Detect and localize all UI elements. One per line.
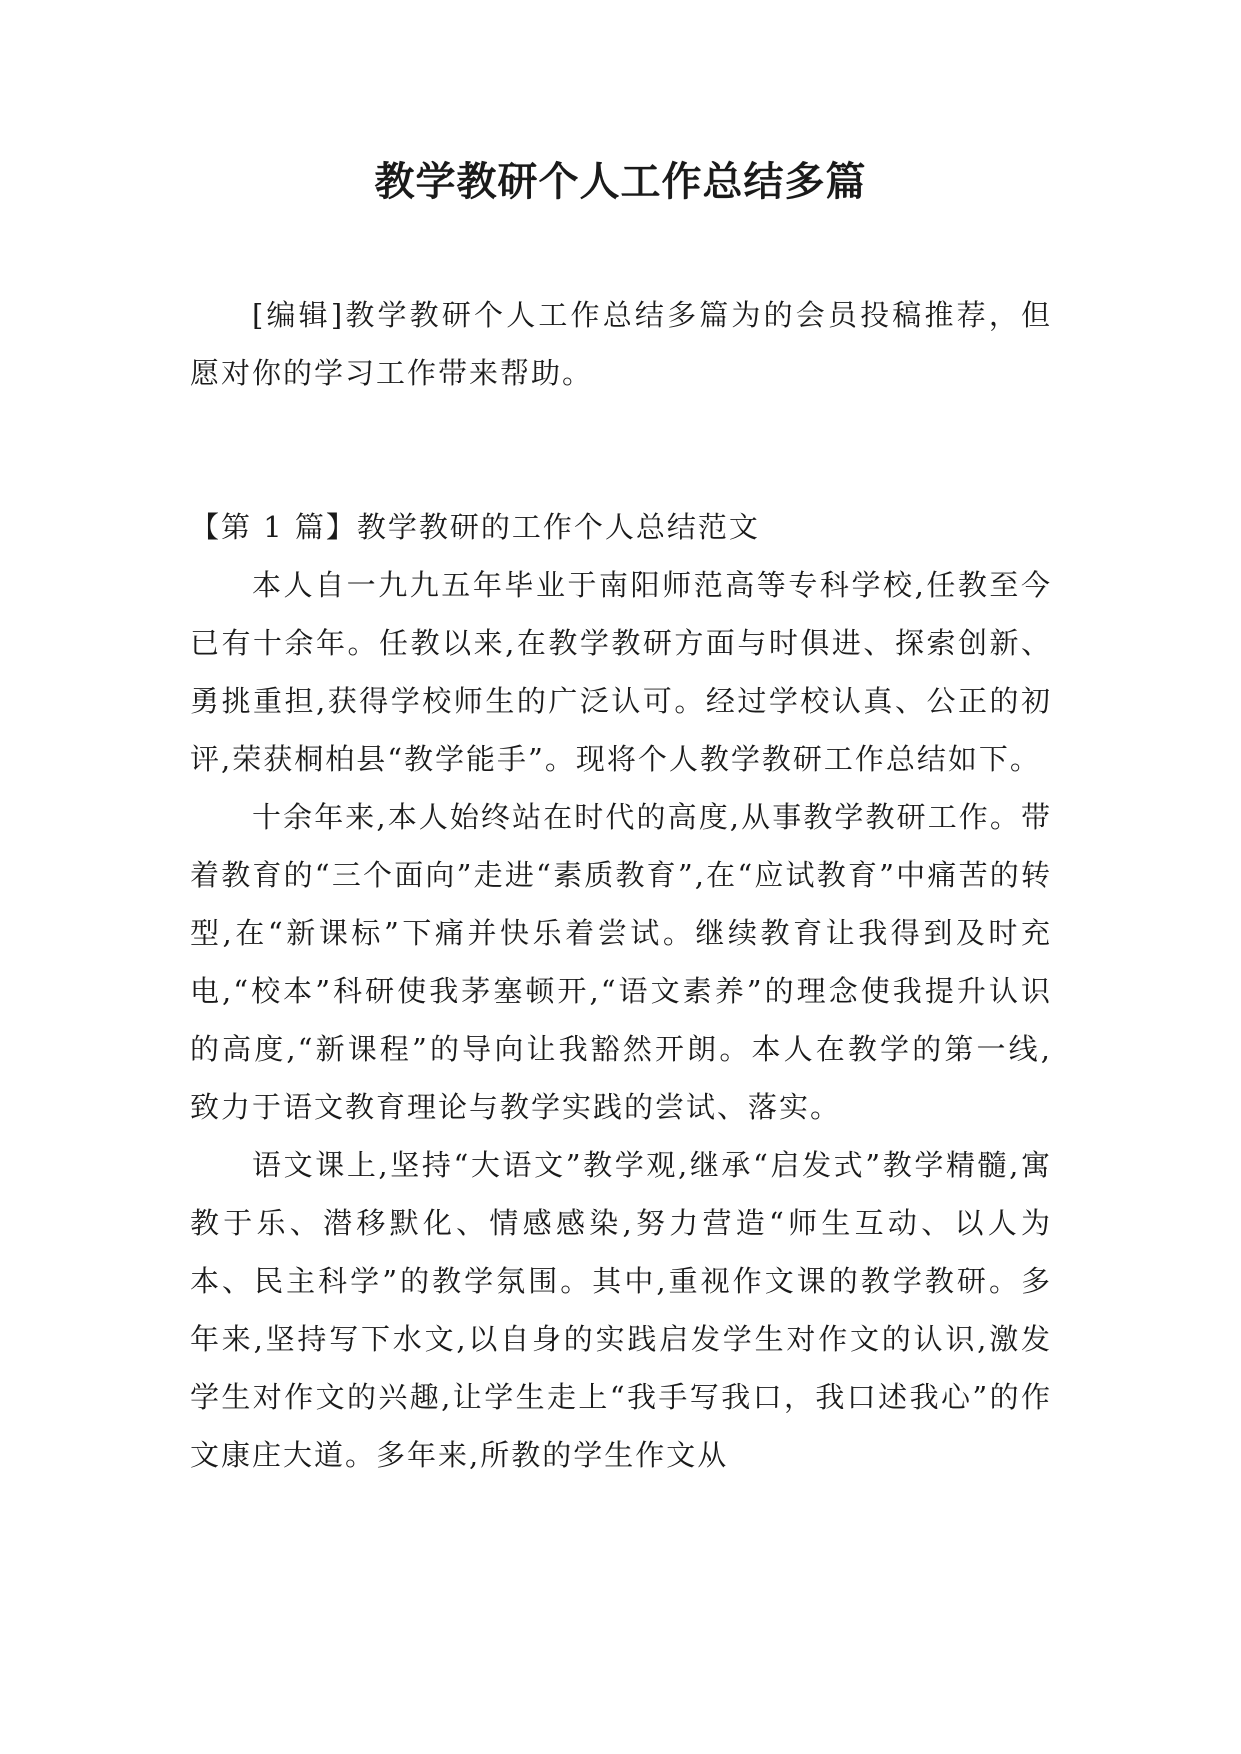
document-title: 教学教研个人工作总结多篇 [374,159,867,205]
body-paragraph-3: 语文课上,坚持“大语文”教学观,继承“启发式”教学精髓,寓教于乐、潜移默化、情感感染,努力营造“师生互动、以人为本、民主科学”的教学氛围。其中,重视作文课的教学教研。多年来,坚持写下水文,以自身的实践启发学生对作文的认识,激发学生对作文的兴趣,让学生走上“我手写我口，我口述我心”的作文康庄大道。多年来,所教的学生作文从 [190,1148,1052,1472]
body-paragraph-1: 本人自一九九五年毕业于南阳师范高等专科学校,任教至今已有十余年。任教以来,在教学教研方面与时俱进、探索创新、勇挑重担,获得学校师生的广泛认可。经过学校认真、公正的初评,荣获桐柏县“教学能手”。现将个人教学教研工作总结如下。 [190,568,1052,776]
body-paragraph-2: 十余年来,本人始终站在时代的高度,从事教学教研工作。带着教育的“三个面向”走进“素质教育”,在“应试教育”中痛苦的转型,在“新课标”下痛并快乐着尝试。继续教育让我得到及时充电,“校本”科研使我茅塞顿开,“语文素养”的理念使我提升认识的高度,“新课程”的导向让我豁然开朗。本人在教学的第一线,致力于语文教育理论与教学实践的尝试、落实。 [190,800,1052,1124]
section-spacer [190,402,1052,498]
intro-paragraph: [编辑]教学教研个人工作总结多篇为的会员投稿推荐，但愿对你的学习工作带来帮助。 [190,298,1052,390]
section-heading: 【第 1 篇】教学教研的工作个人总结范文 [190,510,760,544]
document-body [190,286,1052,1484]
